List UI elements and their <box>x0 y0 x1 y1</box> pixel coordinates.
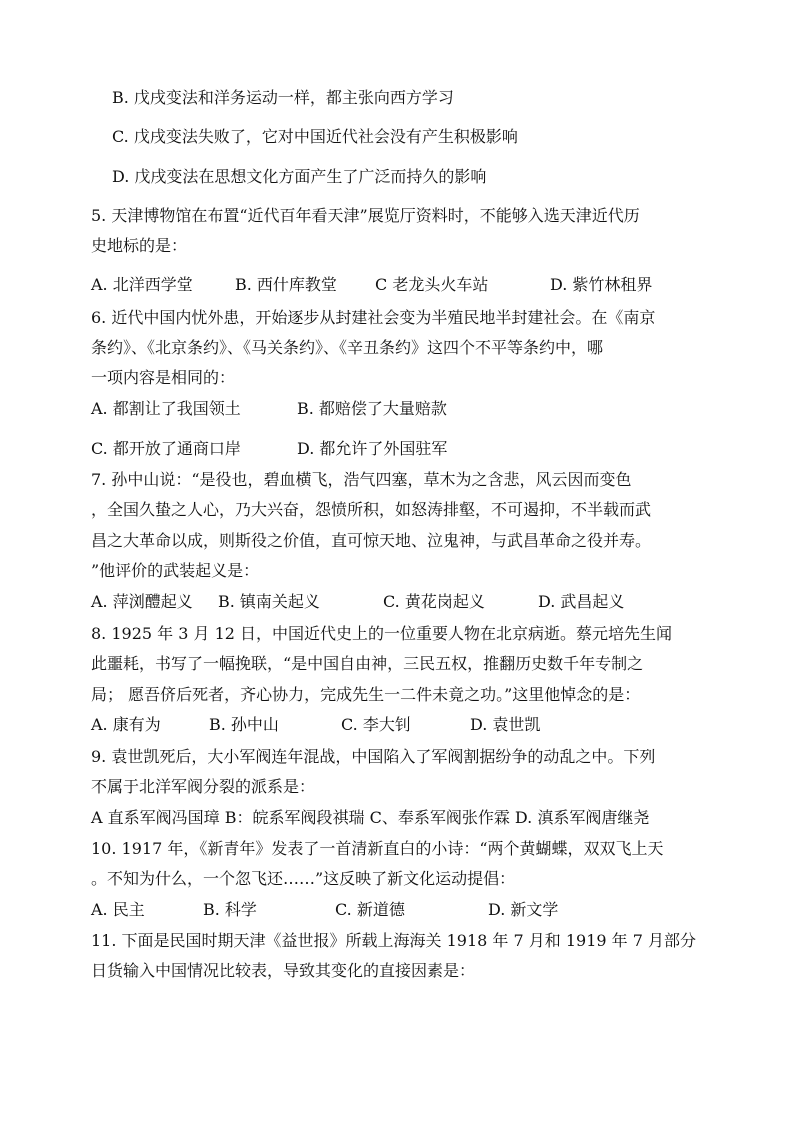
q7-stem-line-4: ”他评价的武装起义是： <box>91 561 260 580</box>
q9-stem-line-2: 不属于北洋军阀分裂的派系是： <box>91 777 316 796</box>
q5-option-b: B. 西什库教堂 <box>235 275 337 294</box>
q11-stem-line-1: 11. 下面是民国时期天津《益世报》所载上海海关 1918 年 7 月和 1919 年 7 月部分 <box>91 931 697 950</box>
q7-stem-line-1: 7. 孙中山说：“是役也，碧血横飞，浩气四塞，草木为之含悲，风云因而变色 <box>91 470 632 489</box>
q7-stem-line-2: ，全国久蛰之人心，乃大兴奋，怨愤所积，如怒涛排壑，不可遏抑，不半载而武 <box>91 500 652 519</box>
q8-option-b: B. 孙中山 <box>209 715 279 734</box>
q8-option-d: D. 袁世凯 <box>470 715 541 734</box>
q9-options: A 直系军阀冯国璋 B：皖系军阀段祺瑞 C、奉系军阀张作霖 D. 滇系军阀唐继尧 <box>91 808 650 827</box>
q8-stem-line-3: 局； 愿吾侪后死者，齐心协力，完成先生一二件未竟之功。”这里他悼念的是： <box>91 685 641 704</box>
q4-option-b: B. 戊戌变法和洋务运动一样，都主张向西方学习 <box>112 88 454 107</box>
q7-option-c: C. 黄花岗起义 <box>383 592 485 611</box>
q4-option-c: C. 戊戌变法失败了，它对中国近代社会没有产生积极影响 <box>112 127 518 146</box>
q6-option-c: C. 都开放了通商口岸 <box>91 439 241 458</box>
q6-option-b: B. 都赔偿了大量赔款 <box>297 399 447 418</box>
q6-option-d: D. 都允许了外国驻军 <box>297 439 448 458</box>
q8-stem-line-1: 8. 1925 年 3 月 12 日，中国近代史上的一位重要人物在北京病逝。蔡元培先生闻 <box>91 624 673 643</box>
q8-option-a: A. 康有为 <box>91 715 161 734</box>
q10-stem-line-2: 。不知为什么，一个忽飞还……”这反映了新文化运动提倡： <box>91 869 516 888</box>
q7-option-b: B. 镇南关起义 <box>218 592 320 611</box>
q11-stem-line-2: 日货输入中国情况比较表，导致其变化的直接因素是： <box>91 961 476 980</box>
q4-option-d: D. 戊戌变法在思想文化方面产生了广泛而持久的影响 <box>112 167 487 186</box>
q5-option-d: D. 紫竹林租界 <box>550 275 653 294</box>
q5-option-a: A. 北洋西学堂 <box>91 275 193 294</box>
q9-stem-line-1: 9. 袁世凯死后，大小军阀连年混战，中国陷入了军阀割据纷争的动乱之中。下列 <box>91 747 656 766</box>
q6-option-a: A. 都割让了我国领土 <box>91 399 241 418</box>
q5-stem-line-2: 史地标的是： <box>91 236 188 255</box>
q10-option-b: B. 科学 <box>203 900 257 919</box>
q6-stem-line-1: 6. 近代中国内忧外患，开始逐步从封建社会变为半殖民地半封建社会。在《南京 <box>91 308 656 327</box>
q7-stem-line-3: 昌之大革命以成，则斯役之价值，直可惊天地、泣鬼神，与武昌革命之役并寿。 <box>91 531 652 550</box>
q10-stem-line-1: 10. 1917 年，《新青年》发表了一首清新直白的小诗：“两个黄蝴蝶，双双飞上天 <box>91 839 664 858</box>
q6-stem-line-3: 一项内容是相同的： <box>91 368 236 387</box>
q8-stem-line-2: 此噩耗，书写了一幅挽联，“是中国自由神，三民五权，推翻历史数千年专制之 <box>91 654 644 673</box>
q6-stem-line-2: 条约》、《北京条约》、《马关条约》、《辛丑条约》这四个不平等条约中，哪 <box>91 338 604 357</box>
q10-option-c: C. 新道德 <box>335 900 405 919</box>
q10-option-a: A. 民主 <box>91 900 145 919</box>
q10-option-d: D. 新文学 <box>488 900 559 919</box>
q5-option-c: C 老龙头火车站 <box>375 275 489 294</box>
q7-option-a: A. 萍浏醴起义 <box>91 592 193 611</box>
q5-stem-line-1: 5. 天津博物馆在布置“近代百年看天津”展览厅资料时，不能够入选天津近代历 <box>91 206 640 225</box>
q8-option-c: C. 李大钊 <box>341 715 411 734</box>
q7-option-d: D. 武昌起义 <box>538 592 625 611</box>
